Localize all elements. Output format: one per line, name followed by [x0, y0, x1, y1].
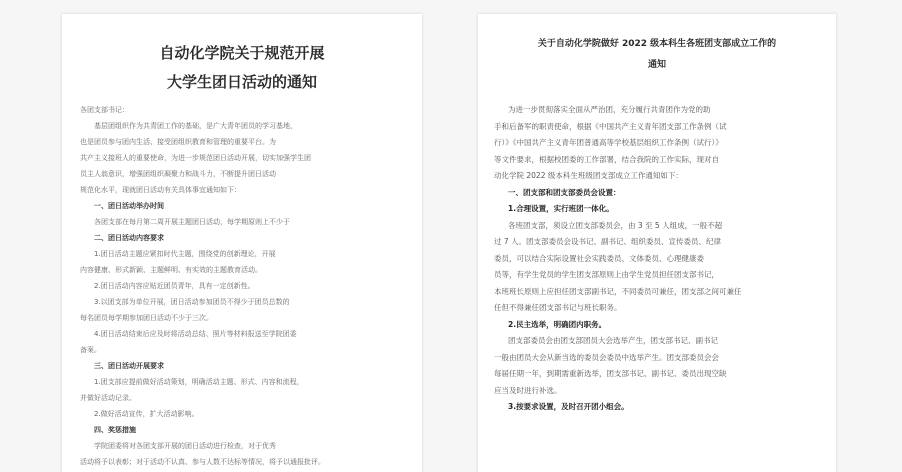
paragraph-line: 团支部委员会由团支部团员大会选举产生，团支部书记、副书记 [508, 336, 718, 345]
paragraph-line: 各团支部书记： [80, 106, 129, 114]
right-title-line1: 关于自动化学院做好 2022 级本科生各班团支部成立工作的 [537, 39, 777, 49]
paragraph-line: 动化学院 2022 级本科生班级团支部成立工作通知如下： [494, 171, 683, 180]
paragraph-line: 过 7 人。团支部委员会设书记、副书记、组织委员、宣传委员、纪律 [494, 237, 722, 246]
document-page-left [62, 14, 422, 472]
paragraph-line: 4.团日活动结束后应及时将活动总结、照片等材料报送至学院团委 [94, 330, 297, 338]
paragraph-line: 规范化水平，现就团日活动有关具体事宜通知如下： [80, 186, 241, 194]
paragraph-line: 委员，可以结合实际设置社会实践委员、文体委员、心理健康委 [494, 253, 704, 263]
paragraph-line: 员主人翁意识，增强团组织凝聚力和战斗力，不断提升团日活动 [80, 170, 276, 178]
paragraph-line: 应当及时进行补选。 [494, 385, 562, 395]
document-page-right [478, 14, 836, 472]
paragraph-line: 本班班长原则上应担任团支部副书记，不同委员可兼任，团支部之间可兼任 [494, 286, 742, 296]
left-title-line1: 自动化学院关于规范开展 [159, 44, 325, 62]
section-heading: 2.民主选举，明确团内职务。 [508, 319, 607, 329]
paragraph-line: 1.团日活动主题应紧扣时代主题，围绕党的创新理论，开展 [94, 250, 276, 258]
left-document-body [80, 102, 404, 470]
paragraph-line: 基层团组织作为共青团工作的基础，是广大青年团员的学习基地， [94, 122, 297, 130]
section-heading: 1.合理设置，实行班团一体化。 [508, 204, 614, 213]
paragraph-line: 内容健康、形式新颖、主题鲜明、有实效的主题教育活动。 [80, 266, 262, 274]
section-heading: 四、奖惩措施 [94, 426, 136, 434]
paragraph-line: 2.团日活动内容应贴近团员青年，具有一定创新性。 [94, 282, 255, 290]
paragraph-line: 为进一步贯彻落实全面从严治团，充分履行共青团作为党的助 [508, 105, 711, 114]
left-title-line2: 大学生团日活动的通知 [166, 73, 317, 91]
paragraph-line: 一般由团员大会从新当选的委员会委员中选举产生。团支部委员会会 [494, 352, 719, 362]
paragraph-line: 每届任期一年，到期需重新选举，团支部书记、副书记、委员出现空缺 [494, 369, 727, 378]
right-document-body [494, 102, 824, 416]
paragraph-line: 行）》《中国共产主义青年团普通高等学校基层组织工作条例（试行）》 [494, 138, 723, 147]
paragraph-line: 等文件要求，根据校团委的工作部署，结合我院的工作实际，现对自 [494, 154, 719, 164]
paragraph-line: 活动将予以表彰；对于活动不认真、参与人数不达标等情况，将予以通报批评。 [80, 458, 325, 466]
paragraph-line: 员等，有学生党员的学生团支部原则上由学生党员担任团支部书记， [494, 270, 719, 279]
section-heading: 3.按要求设置，及时召开团小组会。 [508, 402, 629, 411]
paragraph-line: 手和后备军的职责使命，根据《中国共产主义青年团支部工作条例（试 [494, 121, 727, 131]
section-heading: 一、团支部和团支部委员会设置： [508, 187, 621, 197]
paragraph-line: 任但不得兼任团支部书记与班长职务。 [494, 303, 622, 312]
section-heading: 三、团日活动开展要求 [94, 362, 164, 370]
right-title-line2: 通知 [647, 60, 666, 70]
paragraph-line: 并做好活动记录。 [80, 394, 136, 402]
paragraph-line: 2.做好活动宣传，扩大活动影响。 [94, 410, 199, 418]
paragraph-line: 备案。 [80, 346, 101, 354]
paragraph-line: 学院团委将对各团支部开展的团日活动进行检查，对于优秀 [94, 442, 276, 450]
paragraph-line: 各团支部在每月第二周开展主题团日活动，每学期原则上不少于 [94, 218, 290, 226]
paragraph-line: 每名团员每学期参加团日活动不少于三次。 [80, 314, 213, 322]
section-heading: 一、团日活动举办时间 [94, 202, 164, 210]
paragraph-line: 1.团支部应提前做好活动策划，明确活动主题、形式、内容和流程， [94, 378, 304, 386]
paragraph-line: 3.以团支部为单位开展，团日活动参加团员不得少于团员总数的 [94, 298, 290, 306]
paragraph-line: 共产主义接班人的重要使命，为进一步规范团日活动开展，切实加强学生团 [80, 154, 311, 162]
paragraph-line: 也是团员参与团内生活、接受团组织教育和管理的重要平台。为 [80, 138, 276, 146]
section-heading: 二、团日活动内容要求 [94, 234, 164, 242]
paragraph-line: 各班团支部，须设立团支部委员会，由 3 至 5 人组成，一般不超 [508, 220, 723, 230]
